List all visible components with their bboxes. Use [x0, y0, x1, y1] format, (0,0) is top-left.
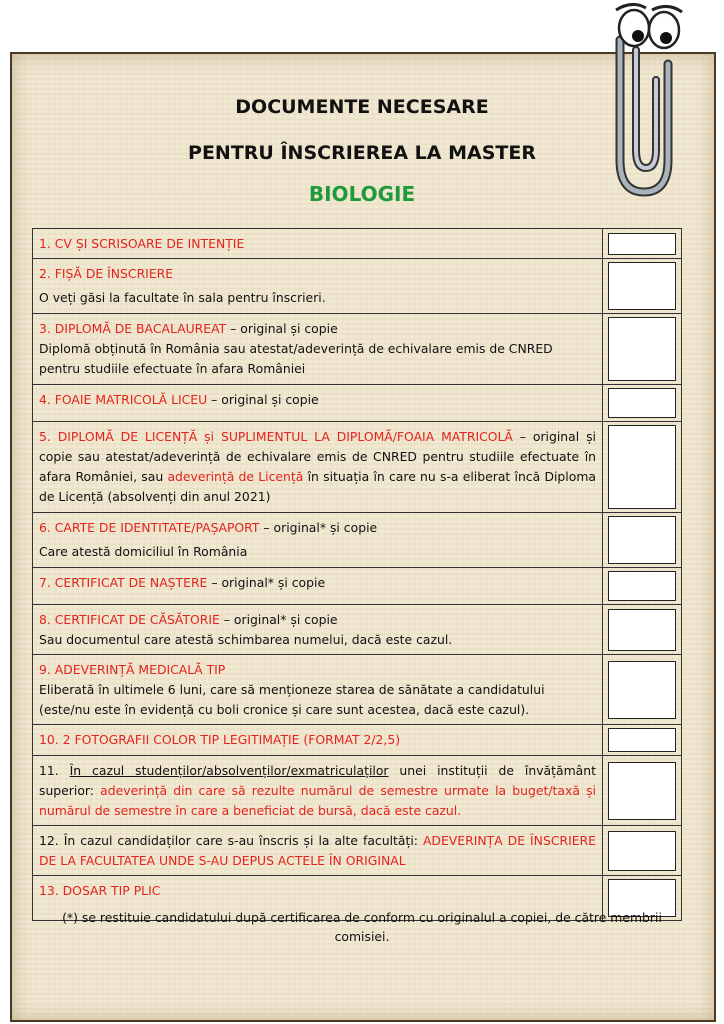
- item-red-note: ADEVERINȚA DE ÎNSCRIERE DE LA FACULTATEA UNDE S-AU DEPUS ACTELE ÎN ORIGINAL: [39, 833, 596, 868]
- checklist-row-2: [33, 259, 681, 314]
- item-number: 11.: [39, 763, 70, 778]
- item-title: 5. DIPLOMĂ DE LICENȚĂ și SUPLIMENTUL LA DIPLOMĂ/FOAIA MATRICOLĂ: [39, 429, 513, 444]
- checkbox-item-6[interactable]: [608, 516, 676, 564]
- item-text: 12. În cazul candidaților care s-au înscris și la alte facultăți:: [39, 833, 423, 848]
- checklist-row-7: [33, 568, 681, 605]
- item-title: 3. DIPLOMĂ DE BACALAUREAT: [39, 321, 227, 336]
- item-suffix: – original și copie: [207, 392, 319, 407]
- item-suffix-2: în situația în care nu s-a eliberat încă Diploma de Licență (absolvenți din anul 2021): [39, 469, 596, 504]
- item-title: 6. CARTE DE IDENTITATE/PAȘAPORT: [39, 520, 260, 535]
- footnote: (*) se restituie candidatului după certificarea de conform cu originalul a copiei, de către membrii comisiei.: [62, 910, 662, 944]
- checkbox-item-11[interactable]: [608, 762, 676, 820]
- item-title: 4. FOAIE MATRICOLĂ LICEU: [39, 392, 208, 407]
- checkbox-item-10[interactable]: [608, 728, 676, 752]
- item-detail: Diplomă obținută în România sau atestat/adeverință de echivalare emis de CNRED pentru studiile efectuate în afara României: [39, 341, 553, 376]
- checkbox-item-12[interactable]: [608, 831, 676, 871]
- item-detail: Care atestă domiciliul în România: [39, 544, 248, 559]
- checklist-row-6: [33, 513, 681, 568]
- checkbox-item-1[interactable]: [608, 233, 676, 255]
- page-subtitle-program: BIOLOGIE: [308, 182, 416, 206]
- checklist-row-5: [33, 422, 681, 513]
- item-title: 1. CV ȘI SCRISOARE DE INTENȚIE: [39, 236, 245, 251]
- item-text: unei instituții de învățământ superior:: [39, 763, 596, 798]
- item-title: 9. ADEVERINȚĂ MEDICALĂ TIP: [39, 662, 226, 677]
- item-red-note: adeverință din care să rezulte numărul de semestre urmate la buget/taxă și numărul de semestre în care a beneficiat de bursă, dacă este cazul.: [39, 783, 596, 818]
- item-title: 10. 2 FOTOGRAFII COLOR TIP LEGITIMAȚIE (FORMAT 2/2,5): [39, 732, 401, 747]
- item-suffix: – original* și copie: [259, 520, 378, 535]
- item-detail: O veți găsi la facultate în sala pentru înscrieri.: [39, 290, 326, 305]
- page-title-line2: PENTRU ÎNSCRIEREA LA MASTER: [188, 142, 536, 164]
- checkbox-item-2[interactable]: [608, 262, 676, 310]
- checklist-row-4: [33, 385, 681, 422]
- item-title: 2. FIȘĂ DE ÎNSCRIERE: [39, 266, 174, 281]
- item-detail: Sau documentul care atestă schimbarea numelui, dacă este cazul.: [39, 632, 453, 647]
- checkbox-item-7[interactable]: [608, 571, 676, 601]
- item-title: 7. CERTIFICAT DE NAȘTERE: [39, 575, 208, 590]
- item-title: 13. DOSAR TIP PLIC: [39, 883, 161, 898]
- item-red-note: adeverință de Licență: [167, 469, 304, 484]
- checkbox-item-3[interactable]: [608, 317, 676, 381]
- checklist-row-1: [33, 229, 681, 259]
- page-title-line1: DOCUMENTE NECESARE: [235, 96, 489, 118]
- item-suffix: – original și copie sau atestat/adeverință de echivalare emis de CNRED pentru studiile efectuate în afara României, sau: [39, 429, 596, 484]
- checklist-row-8: [33, 605, 681, 655]
- checklist-row-9: [33, 655, 681, 725]
- item-suffix: – original* și copie: [207, 575, 326, 590]
- checklist-row-10: [33, 725, 681, 756]
- item-title: 8. CERTIFICAT DE CĂSĂTORIE: [39, 612, 220, 627]
- checklist-row-11: [33, 756, 681, 826]
- item-underlined: În cazul studenților/absolvenților/exmatriculaților: [69, 763, 389, 778]
- checklist-row-12: [33, 826, 681, 876]
- item-suffix: – original și copie: [226, 321, 338, 336]
- checkbox-item-9[interactable]: [608, 661, 676, 719]
- checkbox-item-5[interactable]: [608, 425, 676, 509]
- checkbox-item-4[interactable]: [608, 388, 676, 418]
- item-detail: Eliberată în ultimele 6 luni, care să menționeze starea de sănătate a candidatului (este/nu este în evidență cu boli cronice și care sunt acestea, dacă este cazul).: [39, 682, 545, 717]
- item-suffix: – original* și copie: [219, 612, 338, 627]
- document-checklist: [32, 228, 682, 921]
- checkbox-item-8[interactable]: [608, 609, 676, 651]
- checklist-row-3: [33, 314, 681, 385]
